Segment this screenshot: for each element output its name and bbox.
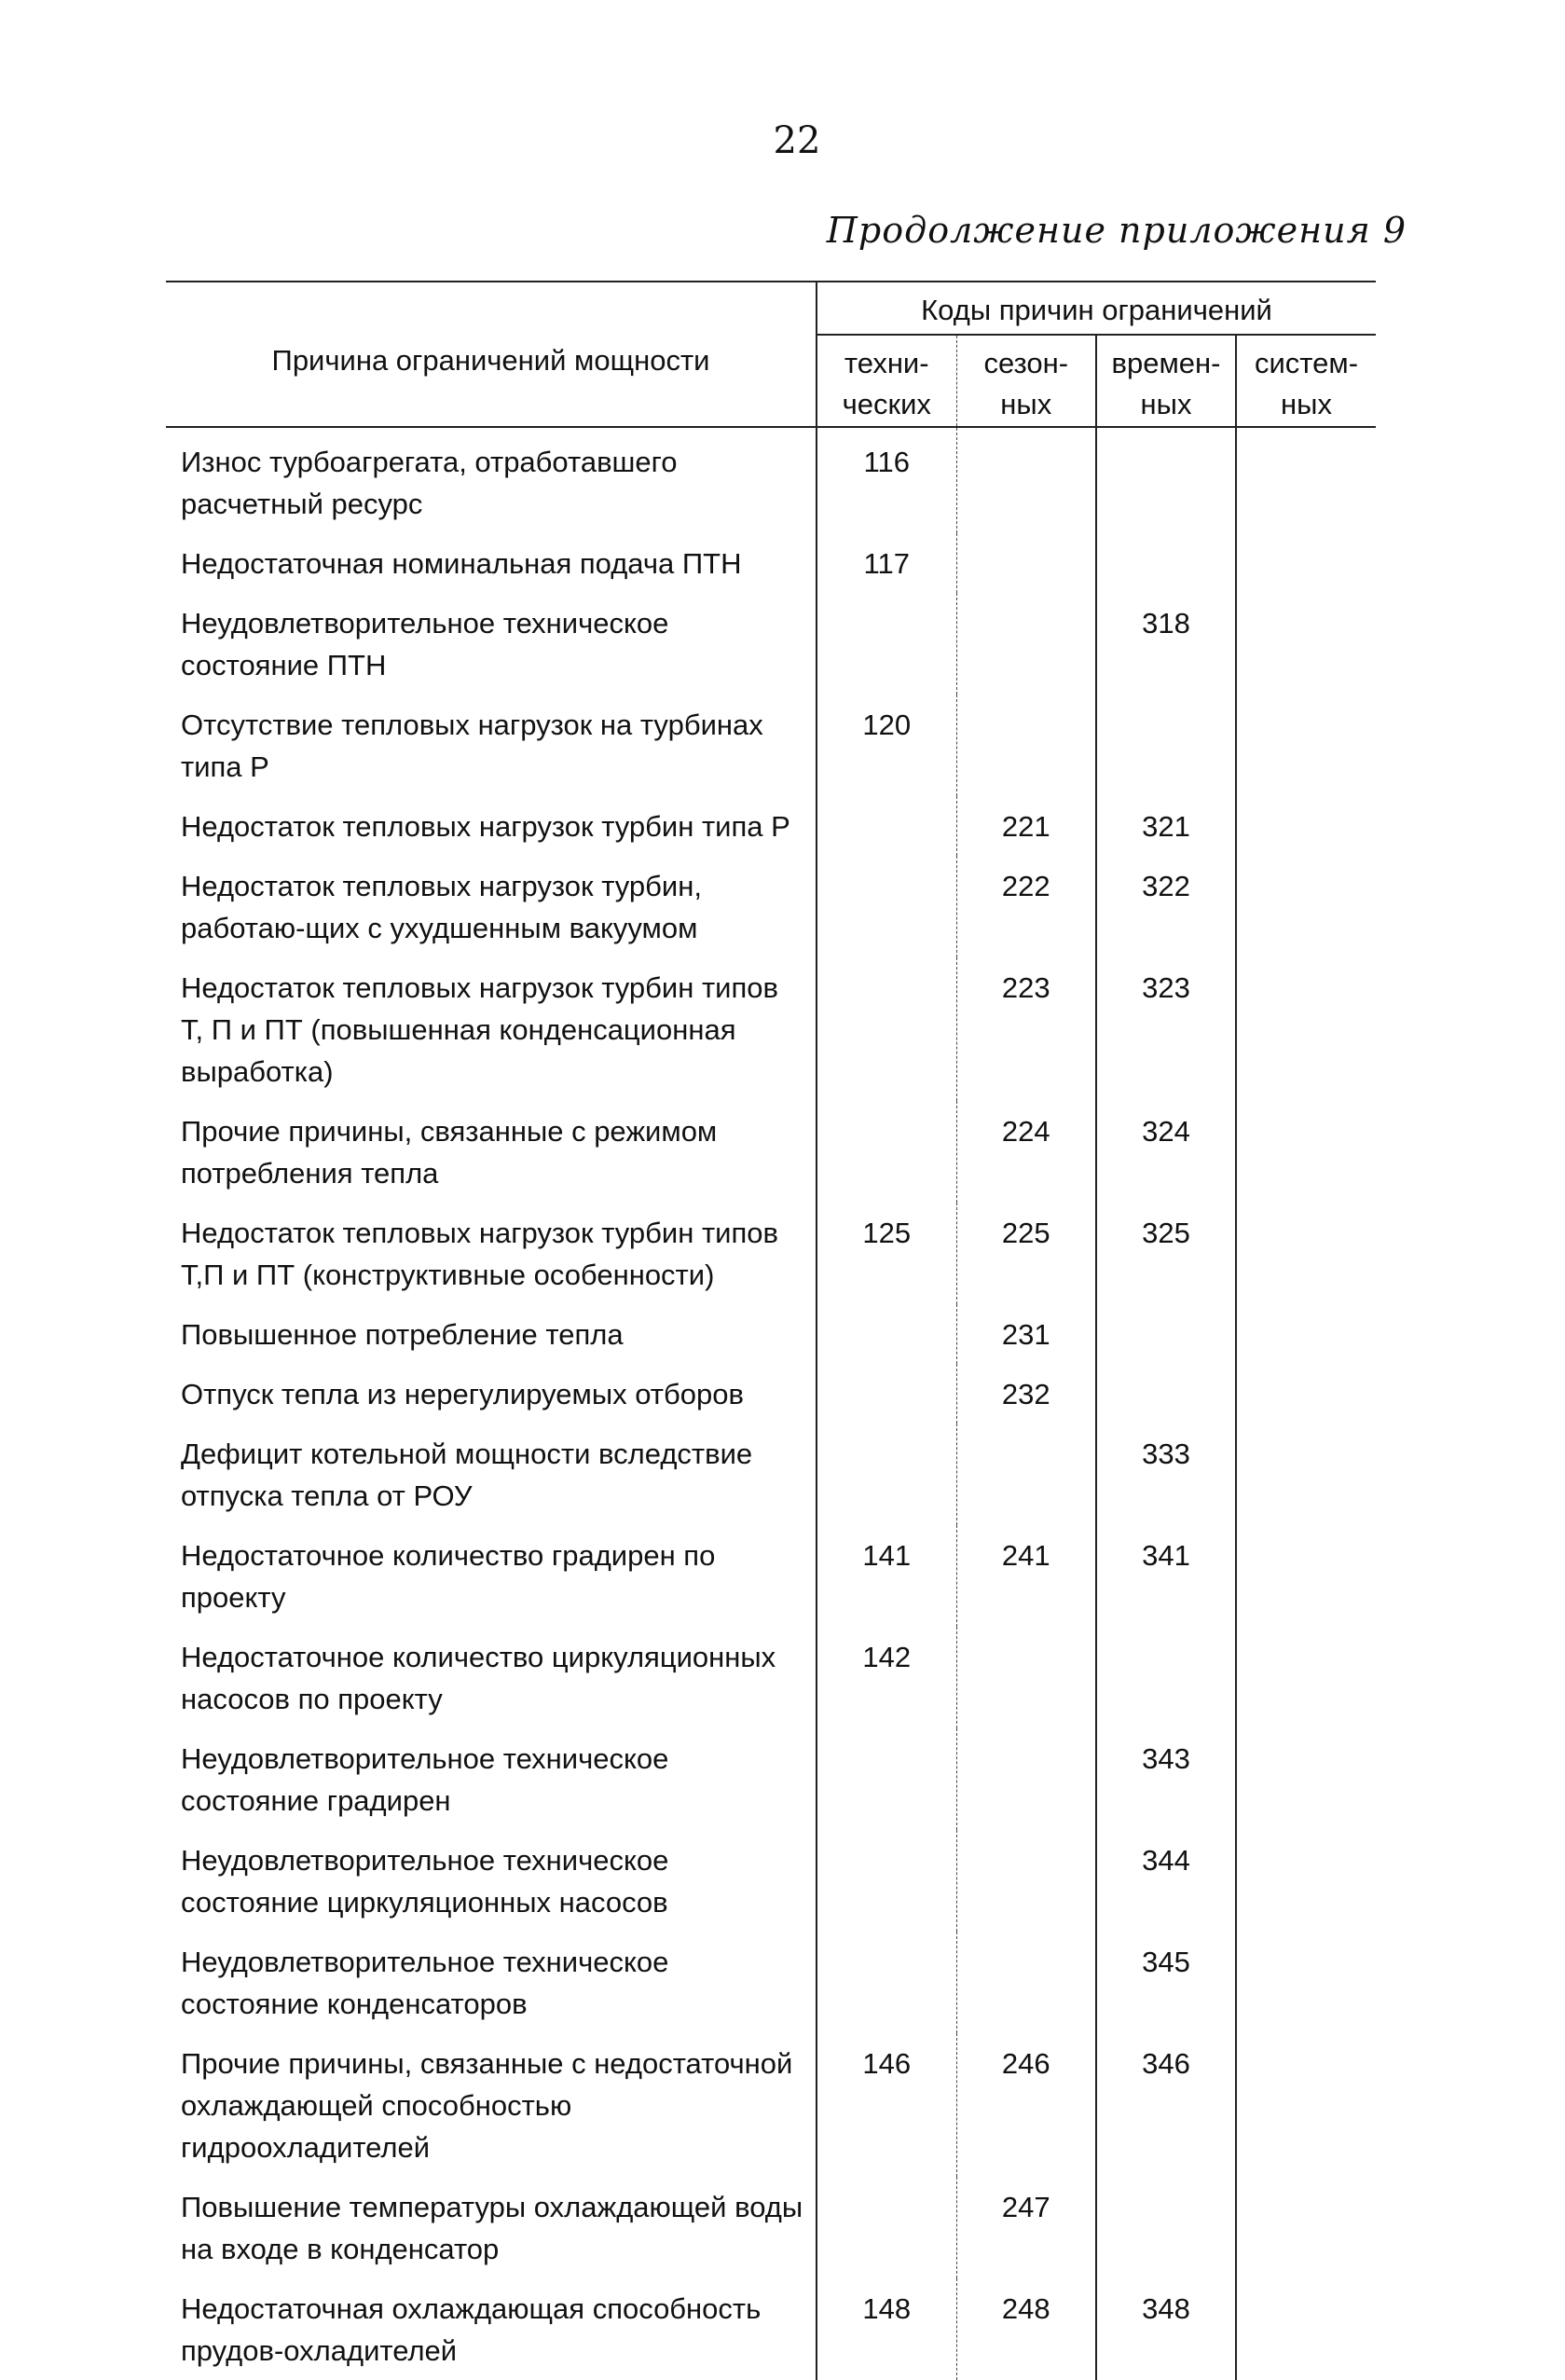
technical-code-cell <box>817 1728 956 1830</box>
table-row <box>166 957 1376 1101</box>
system-code-cell <box>1236 2278 1376 2380</box>
table-row <box>166 695 1376 796</box>
system-code-cell <box>1236 1304 1376 1364</box>
temporary-code-cell <box>1096 695 1236 796</box>
technical-code-cell <box>817 796 956 856</box>
seasonal-code-cell <box>956 1728 1096 1830</box>
table-row <box>166 533 1376 593</box>
system-code-cell <box>1236 1627 1376 1728</box>
reason-cell: Недостаточное количество циркуляционных насосов по проекту <box>181 1641 776 1716</box>
temporary-code-cell: 322 <box>1096 856 1236 957</box>
technical-code-cell: 117 <box>817 533 956 593</box>
table-row <box>166 2278 1376 2380</box>
header-line: техни- <box>844 347 929 380</box>
technical-code-cell <box>817 1101 956 1203</box>
seasonal-code-cell <box>956 593 1096 695</box>
technical-code-cell: 146 <box>817 2033 956 2177</box>
temporary-code-cell <box>1096 1364 1236 1424</box>
seasonal-code-cell <box>956 1932 1096 2033</box>
reason-cell: Отсутствие тепловых нагрузок на турбинах типа Р <box>181 708 763 784</box>
reason-cell: Недостаточная номинальная подача ПТН <box>181 547 742 581</box>
technical-code-cell <box>817 957 956 1101</box>
technical-code-cell: 125 <box>817 1203 956 1304</box>
system-column-header <box>1236 335 1376 427</box>
reason-cell: Повышенное потребление тепла <box>181 1318 624 1352</box>
temporary-code-cell <box>1096 2177 1236 2278</box>
temporary-code-cell: 346 <box>1096 2033 1236 2177</box>
system-code-cell <box>1236 1364 1376 1424</box>
temporary-code-cell: 348 <box>1096 2278 1236 2380</box>
system-code-cell <box>1236 1830 1376 1932</box>
reason-cell: Недостаток тепловых нагрузок турбин типов Т, П и ПТ (повышенная конденсационная выработка) <box>181 971 778 1089</box>
technical-code-cell: 142 <box>817 1627 956 1728</box>
seasonal-code-cell: 247 <box>956 2177 1096 2278</box>
header-line: ных <box>1140 387 1192 420</box>
table-row <box>166 1424 1376 1525</box>
technical-code-cell <box>817 856 956 957</box>
table-row <box>166 2177 1376 2278</box>
seasonal-code-cell <box>956 695 1096 796</box>
reason-cell: Недостаточная охлаждающая способность прудов-охладителей <box>181 2292 762 2368</box>
reason-cell: Дефицит котельной мощности вследствие отпуска тепла от РОУ <box>181 1438 753 1513</box>
table-row <box>166 1304 1376 1364</box>
system-code-cell <box>1236 427 1376 533</box>
table-body <box>166 427 1376 2380</box>
seasonal-code-cell <box>956 1627 1096 1728</box>
reason-cell: Неудовлетворительное техническое состояние циркуляционных насосов <box>181 1844 669 1919</box>
system-code-cell <box>1236 1932 1376 2033</box>
reason-cell: Неудовлетворительное техническое состояние ПТН <box>181 607 669 682</box>
table-row <box>166 796 1376 856</box>
seasonal-code-cell: 232 <box>956 1364 1096 1424</box>
restriction-codes-table <box>166 281 1376 2380</box>
temporary-code-cell: 321 <box>1096 796 1236 856</box>
seasonal-code-cell: 246 <box>956 2033 1096 2177</box>
table-row <box>166 856 1376 957</box>
reason-cell: Износ турбоагрегата, отработавшего расчетный ресурс <box>181 446 678 521</box>
reason-cell: Прочие причины, связанные с недостаточной охлаждающей способностью гидроохладителей <box>181 2047 793 2165</box>
system-code-cell <box>1236 1525 1376 1627</box>
system-code-cell <box>1236 1203 1376 1304</box>
reason-cell: Недостаток тепловых нагрузок турбин, работаю-щих с ухудшенным вакуумом <box>181 870 702 945</box>
system-code-cell <box>1236 593 1376 695</box>
seasonal-column-header <box>956 335 1096 427</box>
technical-column-header <box>817 335 956 427</box>
technical-code-cell: 141 <box>817 1525 956 1627</box>
system-code-cell <box>1236 957 1376 1101</box>
page-number: 22 <box>773 119 821 162</box>
header-line: ческих <box>842 387 931 420</box>
system-code-cell <box>1236 1728 1376 1830</box>
table-row <box>166 427 1376 533</box>
temporary-code-cell: 333 <box>1096 1424 1236 1525</box>
system-code-cell <box>1236 796 1376 856</box>
system-code-cell <box>1236 2033 1376 2177</box>
reason-cell: Недостаточное количество градирен по проекту <box>181 1539 716 1615</box>
technical-code-cell <box>817 593 956 695</box>
temporary-code-cell <box>1096 427 1236 533</box>
seasonal-code-cell <box>956 427 1096 533</box>
seasonal-code-cell <box>956 1424 1096 1525</box>
reason-cell: Недостаток тепловых нагрузок турбин типа Р <box>181 810 790 844</box>
seasonal-code-cell: 221 <box>956 796 1096 856</box>
technical-code-cell <box>817 2177 956 2278</box>
seasonal-code-cell: 248 <box>956 2278 1096 2380</box>
reason-cell: Неудовлетворительное техническое состояние градирен <box>181 1742 669 1818</box>
seasonal-code-cell: 241 <box>956 1525 1096 1627</box>
header-line: ных <box>1281 387 1332 420</box>
system-code-cell <box>1236 695 1376 796</box>
table-row <box>166 1728 1376 1830</box>
system-code-cell <box>1236 1101 1376 1203</box>
temporary-code-cell: 343 <box>1096 1728 1236 1830</box>
system-code-cell <box>1236 2177 1376 2278</box>
continuation-heading: Продолжение приложения 9 <box>826 210 1407 251</box>
technical-code-cell <box>817 1364 956 1424</box>
header-line: ных <box>1000 387 1052 420</box>
temporary-code-cell: 323 <box>1096 957 1236 1101</box>
technical-code-cell: 116 <box>817 427 956 533</box>
temporary-code-cell: 344 <box>1096 1830 1236 1932</box>
header-line: систем- <box>1254 347 1359 380</box>
reason-cell: Неудовлетворительное техническое состояние конденсаторов <box>181 1946 669 2021</box>
table-header-row-1 <box>166 282 1376 335</box>
temporary-code-cell <box>1096 1627 1236 1728</box>
temporary-code-cell <box>1096 1304 1236 1364</box>
table-row <box>166 1203 1376 1304</box>
temporary-code-cell <box>1096 533 1236 593</box>
temporary-code-cell: 325 <box>1096 1203 1236 1304</box>
seasonal-code-cell: 225 <box>956 1203 1096 1304</box>
reason-column-header: Причина ограничений мощности <box>166 282 817 427</box>
system-code-cell <box>1236 533 1376 593</box>
system-code-cell <box>1236 856 1376 957</box>
technical-code-cell <box>817 1932 956 2033</box>
seasonal-code-cell: 224 <box>956 1101 1096 1203</box>
seasonal-code-cell <box>956 533 1096 593</box>
seasonal-code-cell: 231 <box>956 1304 1096 1364</box>
table-row <box>166 1627 1376 1728</box>
table-row <box>166 1830 1376 1932</box>
reason-cell: Повышение температуры охлаждающей воды на входе в конденсатор <box>181 2191 803 2266</box>
table-row <box>166 1101 1376 1203</box>
temporary-code-cell: 324 <box>1096 1101 1236 1203</box>
seasonal-code-cell: 223 <box>956 957 1096 1101</box>
seasonal-code-cell <box>956 1830 1096 1932</box>
temporary-code-cell: 345 <box>1096 1932 1236 2033</box>
table-row <box>166 593 1376 695</box>
table-row <box>166 1364 1376 1424</box>
codes-group-header: Коды причин ограничений <box>817 282 1376 335</box>
technical-code-cell <box>817 1304 956 1364</box>
reason-cell: Отпуск тепла из нерегулируемых отборов <box>181 1378 744 1411</box>
temporary-code-cell: 341 <box>1096 1525 1236 1627</box>
technical-code-cell: 148 <box>817 2278 956 2380</box>
temporary-code-cell: 318 <box>1096 593 1236 695</box>
system-code-cell <box>1236 1424 1376 1525</box>
seasonal-code-cell: 222 <box>956 856 1096 957</box>
table-row <box>166 1932 1376 2033</box>
technical-code-cell <box>817 1830 956 1932</box>
header-line: сезон- <box>983 347 1069 380</box>
table-row <box>166 1525 1376 1627</box>
reason-cell: Недостаток тепловых нагрузок турбин типов Т,П и ПТ (конструктивные особенности) <box>181 1217 778 1292</box>
temporary-column-header <box>1096 335 1236 427</box>
table-row <box>166 2033 1376 2177</box>
technical-code-cell <box>817 1424 956 1525</box>
technical-code-cell: 120 <box>817 695 956 796</box>
reason-cell: Прочие причины, связанные с режимом потребления тепла <box>181 1115 718 1190</box>
header-line: времен- <box>1111 347 1221 380</box>
